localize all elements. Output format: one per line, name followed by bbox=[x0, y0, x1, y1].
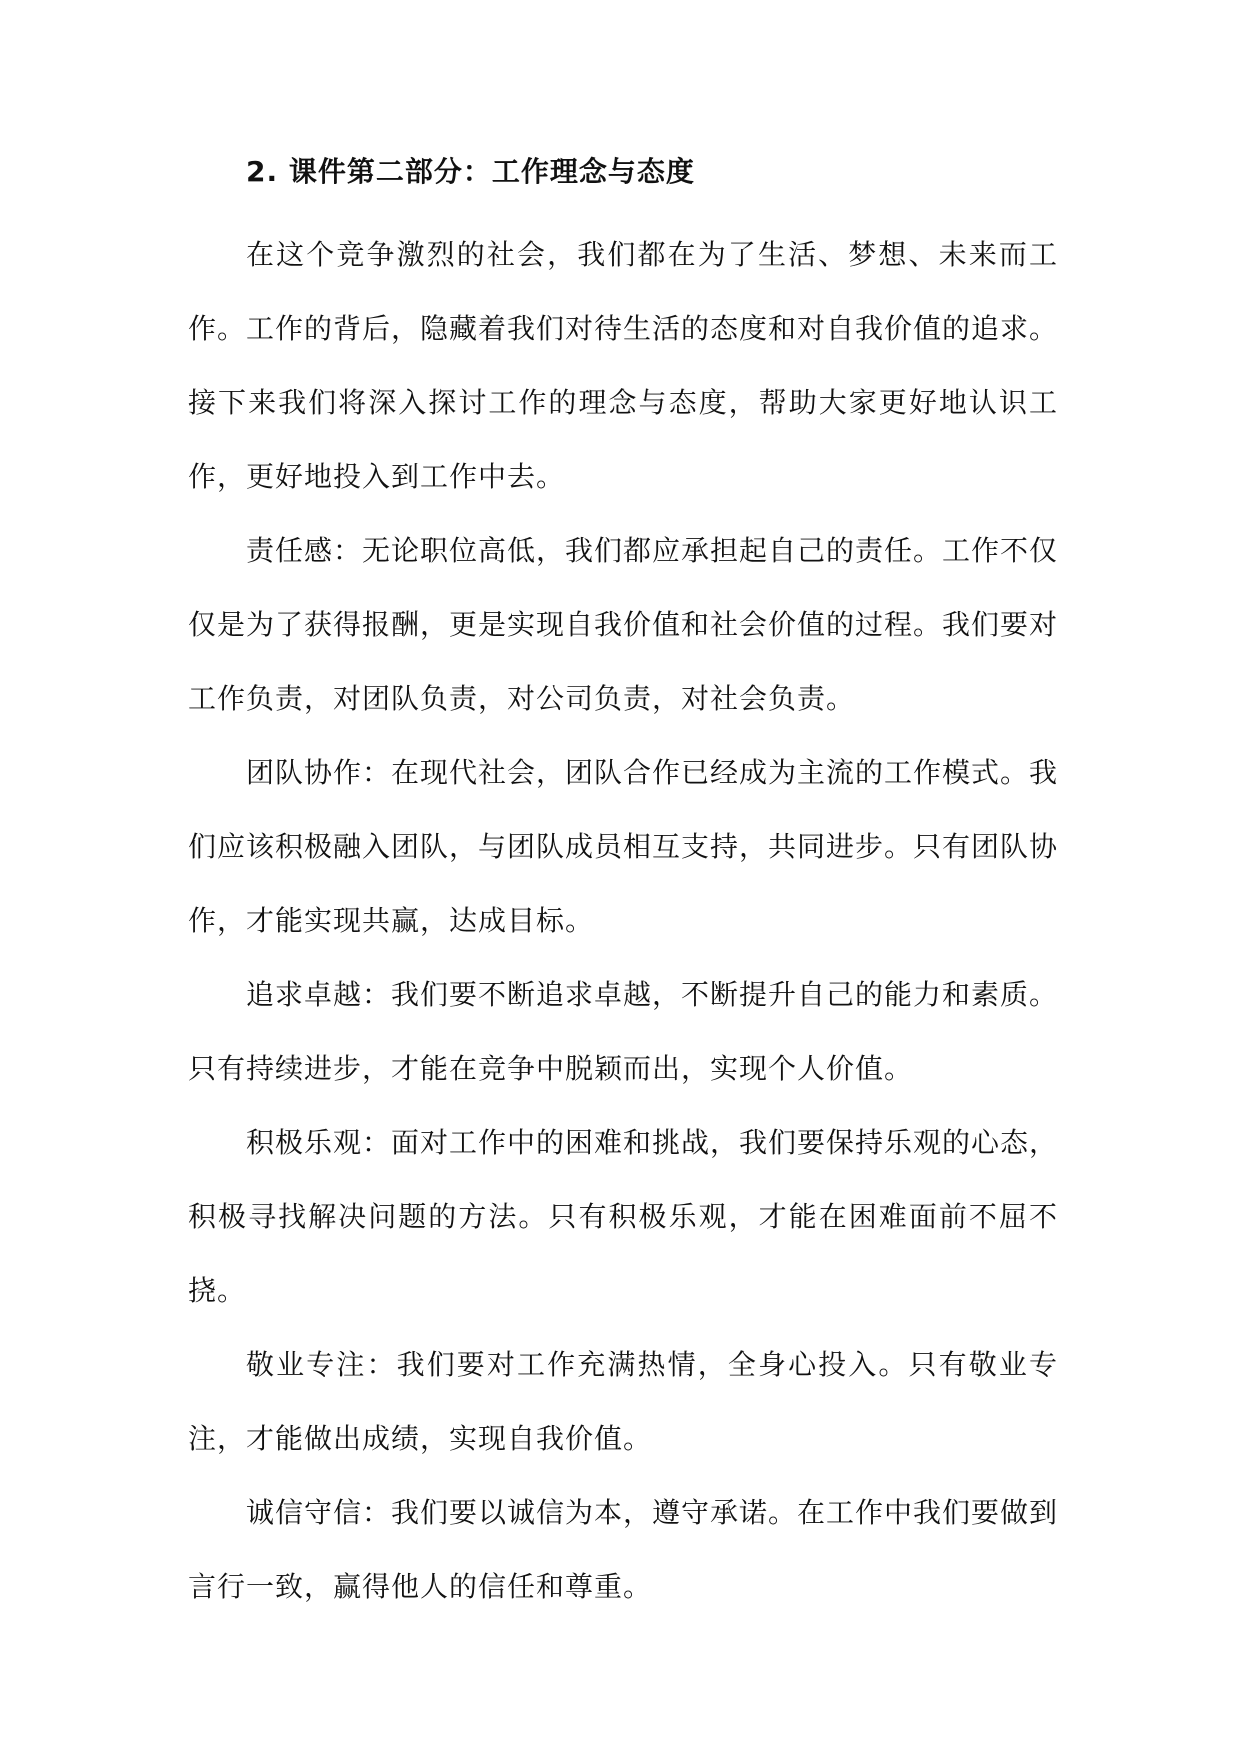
section-heading: 2. 课件第二部分：工作理念与态度 bbox=[246, 155, 695, 188]
paragraph-optimism: 积极乐观：面对工作中的困难和挑战，我们要保持乐观的心态，积极寻找解决问题的方法。只有积极乐观，才能在困难面前不屈不挠。 bbox=[188, 1126, 1059, 1307]
paragraph-teamwork: 团队协作：在现代社会，团队合作已经成为主流的工作模式。我们应该积极融入团队，与团队成员相互支持，共同进步。只有团队协作，才能实现共赢，达成目标。 bbox=[188, 756, 1059, 937]
paragraph-integrity: 诚信守信：我们要以诚信为本，遵守承诺。在工作中我们要做到言行一致，赢得他人的信任和尊重。 bbox=[188, 1496, 1059, 1603]
paragraph-excellence: 追求卓越：我们要不断追求卓越，不断提升自己的能力和素质。只有持续进步，才能在竞争中脱颖而出，实现个人价值。 bbox=[188, 978, 1059, 1085]
paragraph-dedication: 敬业专注：我们要对工作充满热情，全身心投入。只有敬业专注，才能做出成绩，实现自我价值。 bbox=[188, 1348, 1058, 1455]
document-body bbox=[188, 146, 1058, 1624]
paragraph-intro: 在这个竞争激烈的社会，我们都在为了生活、梦想、未来而工作。工作的背后，隐藏着我们对待生活的态度和对自我价值的追求。接下来我们将深入探讨工作的理念与态度，帮助大家更好地认识工作，更好地投入到工作中去。 bbox=[188, 238, 1059, 493]
paragraph-responsibility: 责任感：无论职位高低，我们都应承担起自己的责任。工作不仅仅是为了获得报酬，更是实现自我价值和社会价值的过程。我们要对工作负责，对团队负责，对公司负责，对社会负责。 bbox=[188, 534, 1059, 715]
